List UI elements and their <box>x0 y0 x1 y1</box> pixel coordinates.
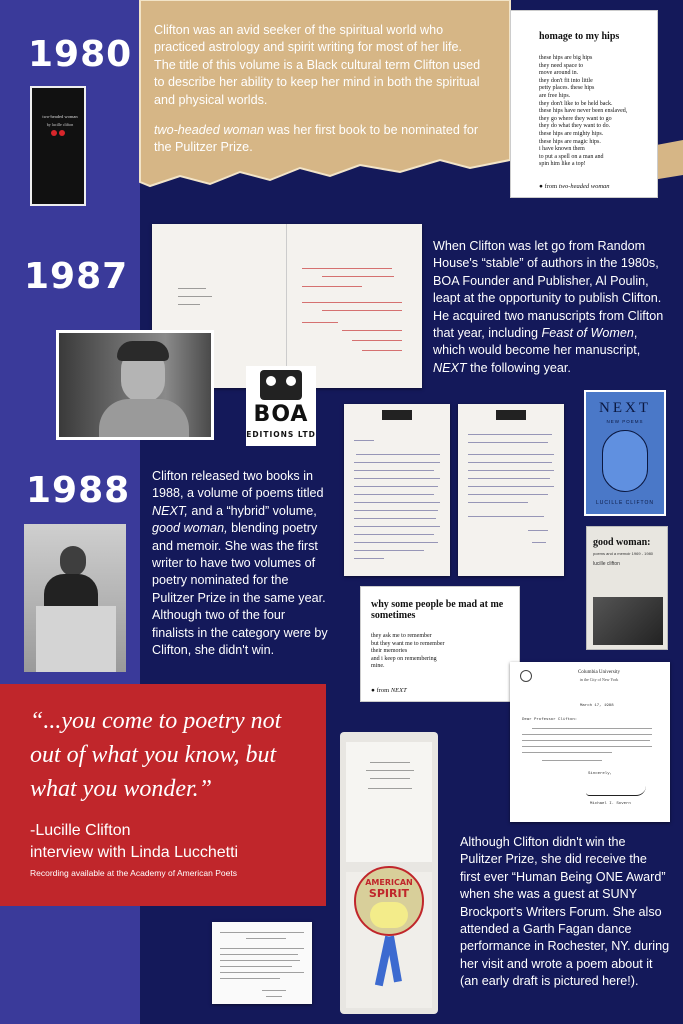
poem-source: ● from two-headed woman <box>539 183 610 190</box>
boa-letterhead-icon <box>382 410 412 420</box>
poem-line: to put a spell on a man and <box>539 153 604 160</box>
two-headed-woman-book-cover <box>30 86 86 206</box>
poem-line: they do what they want to do. <box>539 123 611 130</box>
poem-title: homage to my hips <box>539 31 620 42</box>
next-subtitle: NEW POEMS <box>606 419 644 424</box>
handwritten-signature <box>586 786 646 796</box>
good-woman-author: lucille clifton <box>593 561 620 567</box>
quote-attribution-interview: interview with Linda Lucchetti <box>30 844 239 861</box>
poem-lines <box>371 633 511 671</box>
next-book-cover <box>584 390 666 516</box>
quote-box <box>0 684 326 906</box>
boa-letterhead-icon-2 <box>496 410 526 420</box>
book-title: two-headed woman <box>42 114 78 119</box>
human-being-one-award-box <box>340 732 438 1014</box>
handwritten-letter-page-2 <box>458 404 564 576</box>
handwritten-letter-page-1 <box>344 404 450 576</box>
poem-line: these hips have never been enslaved, <box>539 108 628 115</box>
al-poulin-photo <box>56 330 214 440</box>
letterhead-line-2: in the City of New York <box>579 677 619 682</box>
letterhead-line-1: Columbia University <box>577 670 621 675</box>
book-title-inline: two-headed woman <box>154 123 264 137</box>
poem-line: i have known them <box>539 146 585 153</box>
intro-1980-paragraph: Clifton was an avid seeker of the spiritual world who practiced astrology and spirit writing for most of her life. The title of this volume is a Black cultural term Clifton used to describe her ability to keep her mind in both the spiritual and physical worlds. <box>154 23 481 107</box>
poem-line: they don't like to be held back. <box>539 100 613 107</box>
columbia-pulitzer-letter <box>510 662 670 822</box>
bullet-icon: ● <box>371 687 377 694</box>
good-woman-book-cover <box>586 526 668 650</box>
letter-date: March 17, 1988 <box>580 704 614 708</box>
poem-line: are free hips. <box>539 92 571 99</box>
poem-line: and i keep on remembering <box>371 655 437 662</box>
american-spirit-button <box>354 866 424 936</box>
poem-line: these hips are mighty hips. <box>539 130 604 137</box>
brockport-paragraph: Although Clifton didn't win the Pulitzer Prize, she did receive the first ever “Human Being ONE Award” when she was a guest at SUNY Brockport's Writers Forum. She also attended a Garth Fagan dance performance in Rochester, NY. during her visit and wrote a poem about it (an early draft is pictured here!). <box>460 835 670 989</box>
poem-line: they need space to <box>539 62 584 69</box>
letter-salutation: Dear Professor Clifton: <box>522 718 578 722</box>
why-some-people-poem-card <box>360 586 520 702</box>
poem-line: spin him like a top! <box>539 161 586 168</box>
garth-fagan-poem-draft <box>212 922 312 1004</box>
year-1988: 1988 <box>26 470 131 511</box>
boa-emblem-icon <box>260 370 302 400</box>
boa-1987-paragraph: When Clifton was let go from Random House's “stable” of authors in the 1980s, BOA Founder and Publisher, Al Poulin, leapt at the opportunity to publish Clifton. He acquired two manuscripts from Clifton that year, including Feast of Women, which would become her manuscript, NEXT the following year. <box>433 239 664 375</box>
homage-to-my-hips-poem-card <box>510 10 658 198</box>
poem-line: their memories <box>371 648 408 655</box>
good-woman-subtitle: poems and a memoir 1969 - 1980 <box>593 551 654 556</box>
boa-logo-sub: EDITIONS LTD <box>246 430 316 439</box>
year-1987: 1987 <box>24 256 129 297</box>
clifton-quote: “...you come to poetry not out of what you know, but what you wonder.” <box>30 708 282 802</box>
poem-lines <box>539 55 655 169</box>
year-1980: 1980 <box>28 34 133 75</box>
bullet-icon: ● <box>539 183 545 190</box>
poem-line: these hips are magic hips. <box>539 138 601 145</box>
poem-line: petty places. these hips <box>539 85 595 92</box>
books-1988-paragraph: Clifton released two books in 1988, a volume of poems titled NEXT, and a “hybrid” volume, good woman, blending poetry and memoir. She was the first writer to have two volumes of poetry nominated for the Pulitzer Prize in the same year. Although two of the four finalists in the category were by Clifton, she didn't win. <box>152 469 328 658</box>
letter-signer: Michael I. Sovern <box>590 802 631 806</box>
book-author: by lucille clifton <box>46 122 74 127</box>
poem-line: mine. <box>371 663 385 670</box>
boa-editions-logo <box>246 366 316 446</box>
quote-attribution-name: -Lucille Clifton <box>30 822 131 839</box>
good-woman-cover-photo <box>593 597 663 645</box>
poem-line: they ask me to remember <box>371 633 432 639</box>
twin-heads-icon <box>51 130 69 136</box>
poem-line: but they want me to remember <box>371 640 445 647</box>
poem-line: they go where they want to go <box>539 115 612 122</box>
poem-line: they don't fit into little <box>539 77 593 84</box>
pulitzer-1980-paragraph: two-headed woman was her first book to be nominated for the Pulitzer Prize. <box>154 123 479 155</box>
poem-line: move around in. <box>539 70 579 77</box>
letter-closing: Sincerely, <box>588 772 613 776</box>
clifton-podium-photo <box>24 524 126 672</box>
next-author: LUCILLE CLIFTON <box>596 500 654 506</box>
next-title: NEXT <box>599 400 651 416</box>
button-text-1: AMERICAN <box>365 878 413 887</box>
button-text-2: SPIRIT <box>368 887 410 900</box>
poem-title: why some people be mad at me sometimes <box>371 599 504 621</box>
quote-recording-note: Recording available at the Academy of American Poets <box>30 868 237 878</box>
boa-logo-name: BOA <box>253 402 309 427</box>
university-seal-icon <box>520 670 532 682</box>
poem-source: ● from NEXT <box>371 687 407 694</box>
poem-line: these hips are big hips <box>539 55 593 61</box>
next-cover-figure-icon <box>602 430 648 492</box>
good-woman-title: good woman: <box>593 537 651 548</box>
